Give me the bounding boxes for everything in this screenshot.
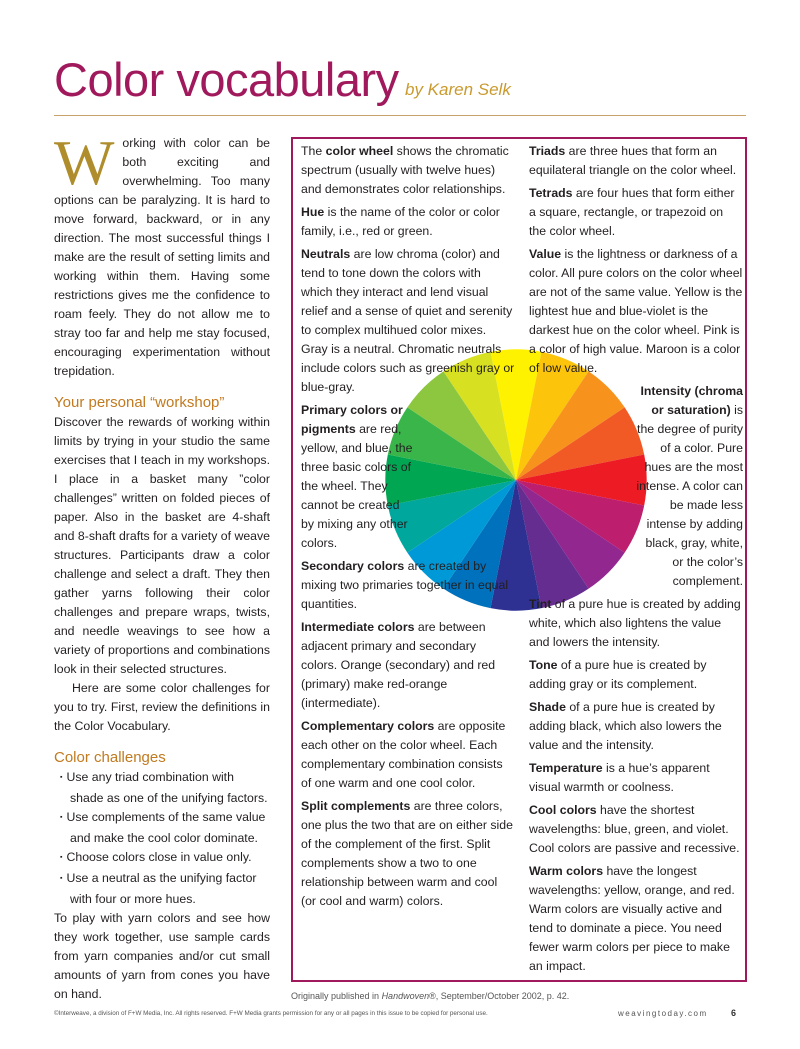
header-rule [54, 115, 746, 116]
site-link[interactable]: weavingtoday.com [618, 1009, 708, 1018]
def-text: is the degree of purity of a color. Pure hues are the most intense. A color can be made less intense by adding black, gray, white, or the color’s complement. [636, 403, 743, 588]
def-tone [529, 656, 743, 694]
def-neutrals [301, 245, 515, 397]
term-hue: Hue [301, 205, 325, 219]
challenges-heading: Color challenges [54, 749, 166, 766]
def-text: have the longest wavelengths: yellow, orange, and red. Warm colors are visually active and tend to dominate a piece. You need fewer warm colors per piece to make an impact. [529, 864, 735, 973]
term-triads: Triads [529, 144, 566, 158]
def-primary [301, 401, 413, 553]
term-warm: Warm colors [529, 864, 604, 878]
def-text: have the shortest wavelengths: blue, green, and violet. Cool colors are passive and recessive. [529, 803, 740, 855]
def-text: are created by mixing two primaries together in equal quantities. [301, 559, 509, 611]
challenges-list [54, 768, 270, 909]
def-split [301, 797, 515, 911]
list-item: ▪ Use a neutral as the unifying factor with four or more hues. [54, 869, 270, 909]
def-hue [301, 203, 515, 241]
term-tetrads: Tetrads [529, 186, 573, 200]
term-split: Split complements [301, 799, 411, 813]
def-tetrads [529, 184, 743, 241]
list-item: ▪ Use complements of the same value and make the cool color dominate. [54, 808, 270, 848]
intro-paragraph [54, 127, 270, 381]
def-prefix: The [301, 144, 326, 158]
closing-text: To play with yarn colors and see how they work together, use sample cards from yarn companies and/or cut small amounts of yarn from cones you have on hand. [54, 911, 270, 1001]
magazine-name: Handwoven [381, 991, 430, 1001]
footnote-prefix: Originally published in [291, 991, 382, 1001]
vocabulary-column-1 [301, 142, 515, 915]
footnote-suffix: ®, September/October 2002, p. 42. [429, 991, 570, 1001]
def-color-wheel [301, 142, 515, 199]
page-number: 6 [731, 1008, 737, 1018]
term-complementary: Complementary colors [301, 719, 435, 733]
term-shade: Shade [529, 700, 566, 714]
def-text: shows the chromatic spectrum (usually with twelve hues) and demonstrates color relationships. [301, 144, 509, 196]
term-intensity: Intensity (chroma or saturation) [640, 384, 743, 417]
term-neutrals: Neutrals [301, 247, 351, 261]
workshop-text: Discover the rewards of working within limits by trying in your studio the same exercises that I teach in my workshops. I place in a basket many ”color challenges” written on folded pieces of paper. Also in the basket are 4-shaft and 8-shaft drafts for a variety of weave structures. Participants draw a color challenge and select a draft. They then gather yarns following their color challenges and prepare wraps, twists, and needle weavings to see how a variety of proportions and combinations look in their selected structures. [54, 415, 270, 676]
def-warm [529, 862, 743, 976]
def-text: are four hues that form either a square, rectangle, or trapezoid on the color wheel. [529, 186, 735, 238]
def-text: is a hue’s apparent visual warmth or coolness. [529, 761, 710, 794]
footnote [291, 991, 591, 1001]
term-tint: Tint [529, 597, 552, 611]
def-text: is the name of the color or color family, i.e., red or green. [301, 205, 500, 238]
def-intermediate [301, 618, 515, 713]
copyright: ©Interweave, a division of F+W Media, Inc. All rights reserved. F+W Media grants permission for any or all pages in this issue to be copied for personal use. [54, 1010, 488, 1017]
term-primary: Primary colors or pigments [301, 403, 403, 436]
term-intermediate: Intermediate colors [301, 620, 415, 634]
left-column [54, 127, 270, 1004]
workshop-heading: Your personal “workshop” [54, 394, 225, 411]
def-secondary [301, 557, 515, 614]
def-tint [529, 595, 743, 652]
list-item: ▪ Use any triad combination with shade as one of the unifying factors. [54, 768, 270, 808]
def-triads [529, 142, 743, 180]
def-text: are three colors, one plus the two that are on either side of the complement of the first. Split complements show a two to one relationship between warm and cool (or cool and warm) colors. [301, 799, 513, 908]
def-cool [529, 801, 743, 858]
term-tone: Tone [529, 658, 558, 672]
term-color-wheel: color wheel [325, 144, 394, 158]
workshop-text-2: Here are some color challenges for you to try. First, review the definitions in the Color Vocabulary. [54, 681, 270, 733]
term-cool: Cool colors [529, 803, 597, 817]
def-intensity [635, 382, 743, 591]
list-item: ▪ Choose colors close in value only. [54, 848, 270, 869]
def-text: are opposite each other on the color wheel. Each complementary combination consists of one warm and one cool color. [301, 719, 506, 790]
def-text: of a pure hue is created by adding white, which also lightens the value and lowers the intensity. [529, 597, 741, 649]
term-value: Value [529, 247, 562, 261]
def-text: are low chroma (color) and tend to tone down the colors with which they interact and lend visual relief and a sense of quiet and serenity to complex multihued color mixes. Gray is a neutral. Chromatic neutrals include colors such as greenish gray or blue-gray. [301, 247, 515, 394]
def-text: of a pure hue is created by adding black, which also lowers the value and the intensity. [529, 700, 722, 752]
def-complementary [301, 717, 515, 793]
def-text: of a pure hue is created by adding gray or its complement. [529, 658, 707, 691]
def-text: are red, yellow, and blue, the three basic colors of the wheel. They cannot be created by mixing any other colors. [301, 422, 413, 550]
vocabulary-column-2 [529, 142, 743, 980]
byline: by Karen Selk [405, 80, 511, 99]
def-text: are between adjacent primary and secondary colors. Orange (secondary) and red (primary) make red-orange (intermediate). [301, 620, 496, 710]
def-text: are three hues that form an equilateral triangle on the color wheel. [529, 144, 737, 177]
page-title: Color vocabulary [54, 53, 399, 106]
def-temperature [529, 759, 743, 797]
def-value [529, 245, 743, 378]
intro-text: orking with color can be both exciting and overwhelming. Too many options can be paralyzing. It is hard to move forward, backward, or in any direction. The most successful things I make are the result of setting limits and working within them. Having some restrictions gives me the confidence to roam feely. They do not allow me to stray too far and help me stay focused, encouraging experimentation without trepidation. [54, 136, 270, 378]
def-shade [529, 698, 743, 755]
term-secondary: Secondary colors [301, 559, 405, 573]
term-temperature: Temperature [529, 761, 603, 775]
def-text: is the lightness or darkness of a color. All pure colors on the color wheel are not of the same value. Yellow is the lightest hue and blue-violet is the darkest hue on the color wheel. Pink is a color of high value. Maroon is a color of low value. [529, 247, 743, 375]
drop-cap: W [54, 127, 115, 198]
